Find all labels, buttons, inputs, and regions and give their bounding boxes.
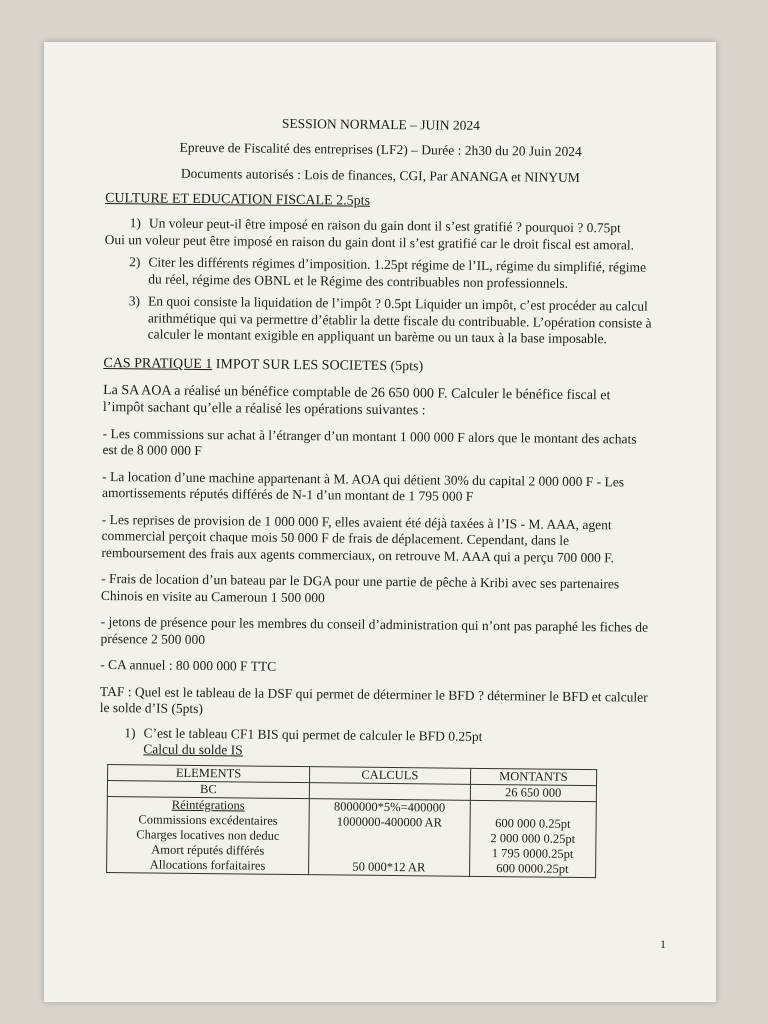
- exam-title: Epreuve de Fiscalité des entreprises (LF2) – Durée : 2h30 du 20 Juin 2024: [179, 140, 582, 160]
- calcul-3: [315, 829, 463, 846]
- section1-title: CULTURE ET EDUCATION FISCALE 2.5pts: [105, 191, 371, 210]
- taf-text: TAF : Quel est le tableau de la DSF qui permet de déterminer le BFD ? déterminer le BFD et calculer le solde d’IS (5pts): [99, 683, 648, 717]
- header-calculs: CALCULS: [309, 766, 470, 784]
- section2-title: [103, 355, 653, 378]
- cell-bc-calcul: [309, 782, 470, 800]
- element-allocations: Allocations forfaitaires: [149, 857, 266, 873]
- case-item-4: - Frais de location d’un bateau par le DGA pour une partie de pêche à Kribi avec ses partenaires Chinois en visite au Cameroun 1 500 000: [100, 571, 620, 606]
- is-calculation-table: [106, 764, 597, 879]
- cell-calculs-list: [308, 799, 469, 877]
- document-page: [44, 42, 716, 1002]
- calcul-4: [315, 844, 463, 861]
- montant-5: 600 0000.25pt: [496, 861, 569, 876]
- question-2: [104, 254, 654, 293]
- calcul-5: 50 000*12 AR: [352, 859, 426, 875]
- element-amort: Amort réputés différés: [151, 842, 265, 858]
- case-item-5: - jetons de présence pour les membres du conseil d’administration qui n’ont pas paraphé les fiches de présence 2 500 000: [100, 614, 649, 647]
- document-content: [98, 114, 656, 879]
- section2-title-underlined: CAS PRATIQUE 1: [103, 355, 213, 372]
- montant-4: 1 795 0000.25pt: [491, 846, 574, 861]
- cell-montants-list: [469, 800, 596, 877]
- montant-1: [476, 801, 590, 817]
- calcul-2: 1000000-400000 AR: [336, 814, 443, 830]
- element-reintegrations: Réintégrations: [171, 797, 245, 813]
- calc-title: Calcul du solde IS: [143, 741, 243, 758]
- case-item-6: - CA annuel : 80 000 000 F TTC: [100, 657, 277, 674]
- answer-1: Oui un voleur peut être imposé en raison du gain dont il s’est gratifié car le droit fiscal est amoral.: [104, 231, 635, 253]
- section2-title-rest: IMPOT SUR LES SOCIETES (5pts): [212, 356, 424, 375]
- question-3: [104, 293, 654, 348]
- header-montants: MONTANTS: [470, 768, 597, 786]
- case-item-3: - Les reprises de provision de 1 000 000 F, elles avaient été déjà taxées à l’IS - M. AAA, agent commercial perçoit chaque mois 50 000 F de frais de déplacement. Cependant, dans le remboursement des frais aux agents commerciaux, on retrouve M. AAA qui a perçu 700 000 F.: [101, 511, 615, 566]
- header-elements: ELEMENTS: [108, 764, 310, 782]
- cell-bc-montant: 26 650 000: [470, 784, 597, 802]
- question-1-text: Un voleur peut-il être imposé en raison du gain dont il s’est gratifié ? pourquoi ? 0.75pt: [148, 215, 621, 236]
- documents-allowed: Documents autorisés : Lois de finances, CGI, Par ANANGA et NINYUM: [180, 165, 580, 185]
- question-3-number: 3): [128, 293, 141, 309]
- montant-2: 600 000 0.25pt: [495, 816, 571, 831]
- element-commissions: Commissions excédentaires: [138, 812, 278, 828]
- answer-cf1bis-number: 1): [124, 724, 136, 740]
- element-charges-locatives: Charges locatives non deduc: [136, 827, 280, 843]
- table-row-reintegrations: [107, 797, 597, 878]
- answer-cf1bis-text: C’est le tableau CF1 BIS qui permet de calculer le BFD 0.25pt: [143, 724, 483, 744]
- case-item-1: - Les commissions sur achat à l’étranger d’un montant 1 000 000 F alors que le montant des achats est de 8 000 000 F: [102, 425, 637, 459]
- case-intro: La SA AOA a réalisé un bénéfice comptable de 26 650 000 F. Calculer le bénéfice fiscal et l’impôt sachant qu’elle a réalisé les opérations suivantes :: [102, 382, 611, 419]
- cell-bc-element: BC: [107, 780, 309, 798]
- question-2-number: 2): [129, 254, 141, 270]
- page-number: 1: [660, 937, 666, 951]
- question-3-text: En quoi consiste la liquidation de l’impôt ? 0.5pt Liquider un impôt, c’est procéder au calcul arithmétique qui va permettre d’établir la dette fiscale du contribuable. L’opération consiste à calculer le montant exigible en appliquant un barème ou un taux à la base imposable.: [147, 293, 652, 347]
- case-item-2: - La location d’une machine appartenant à M. AOA qui détient 30% du capital 2 000 000 F - Les amortissements réputés différés de N-1 d’un montant de 1 795 000 F: [101, 468, 625, 505]
- cell-elements-list: [107, 797, 310, 875]
- session-title: SESSION NORMALE – JUIN 2024: [281, 115, 480, 133]
- question-1-number: 1): [129, 215, 141, 231]
- calcul-1: 8000000*5%=400000: [333, 799, 446, 815]
- question-2-text: Citer les différents régimes d’imposition. 1.25pt régime de l’IL, régime du simplifié, régime du réel, régime des OBNL et le Régime des contribuables non professionnels.: [148, 254, 647, 291]
- montant-3: 2 000 000 0.25pt: [490, 831, 576, 846]
